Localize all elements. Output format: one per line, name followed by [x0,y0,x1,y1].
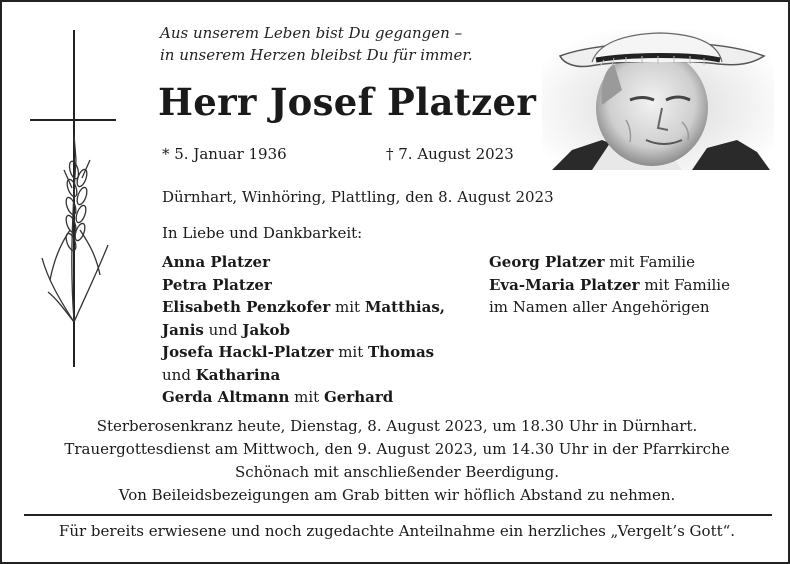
mourners-right [489,251,779,319]
divider [24,514,772,516]
quote-line-1: Aus unserem Leben bist Du gegangen – [160,24,463,42]
mourner-line: im Namen aller Angehörigen [489,298,710,316]
mourner-name: Elisabeth Penzkofer [162,298,331,316]
mourner-name: Petra Platzer [162,275,272,294]
mourner-connector: mit [333,343,369,361]
mourner-connector: mit [289,388,324,406]
death-date: † 7. August 2023 [386,145,514,163]
cross-icon [30,30,120,370]
mourner-name: Janis [162,320,204,339]
place-and-date: Dürnhart, Winhöring, Plattling, den 8. August 2023 [162,188,554,206]
mourner-line [489,274,779,297]
mourner-connector: und [203,320,243,339]
mourner-connector: mit [330,298,365,316]
mourner-name: Eva-Maria Platzer [489,275,640,294]
mourner-name: Josefa Hackl-Platzer [162,343,334,361]
mourner-connector: mit Familie [639,275,730,294]
service-line: Sterberosenkranz heute, Dienstag, 8. August 2023, um 18.30 Uhr in Dürnhart. [96,417,698,435]
mourner-name: Matthias, [364,298,445,316]
mourner-line [162,386,462,409]
service-line: Schönach mit anschließender Beerdigung. [234,463,560,481]
mourner-connector: und [162,365,196,384]
mourner-line [162,341,462,364]
service-details [22,415,772,507]
birth-date: * 5. Januar 1936 [162,145,287,163]
deceased-name: Herr Josef Platzer [158,80,537,124]
mourner-name: Gerhard [323,388,394,406]
mourner-name: Jakob [242,320,291,339]
memorial-quote [160,22,473,66]
mourner-line [162,319,462,342]
quote-line-2: in unserem Herzen bleibst Du für immer. [160,46,473,64]
mourner-name: Gerda Altmann [162,388,290,406]
service-line: Trauergottesdienst am Mittwoch, den 9. August 2023, um 14.30 Uhr in der Pfarrkirche [64,440,730,458]
mourner-connector: mit Familie [604,253,695,271]
mourner-name: Katharina [195,365,281,384]
portrait-photo [542,30,774,170]
mourner-line [489,251,779,274]
service-line: Von Beileidsbezeigungen am Grab bitten wir höflich Abstand zu nehmen. [118,486,676,504]
mourner-name: Thomas [368,343,435,361]
mourner-line [162,364,462,387]
thanks-heading: In Liebe und Dankbarkeit: [162,224,363,242]
footer-thanks: Für bereits erwiesene und noch zugedachte Anteilnahme ein herzliches „Vergelt’s Gott“. [58,522,736,540]
mourner-line [162,274,462,297]
mourner-name: Anna Platzer [162,253,270,271]
mourner-line [162,296,462,319]
mourners-left [162,251,462,409]
mourner-line [162,251,462,274]
mourner-name: Georg Platzer [489,253,605,271]
